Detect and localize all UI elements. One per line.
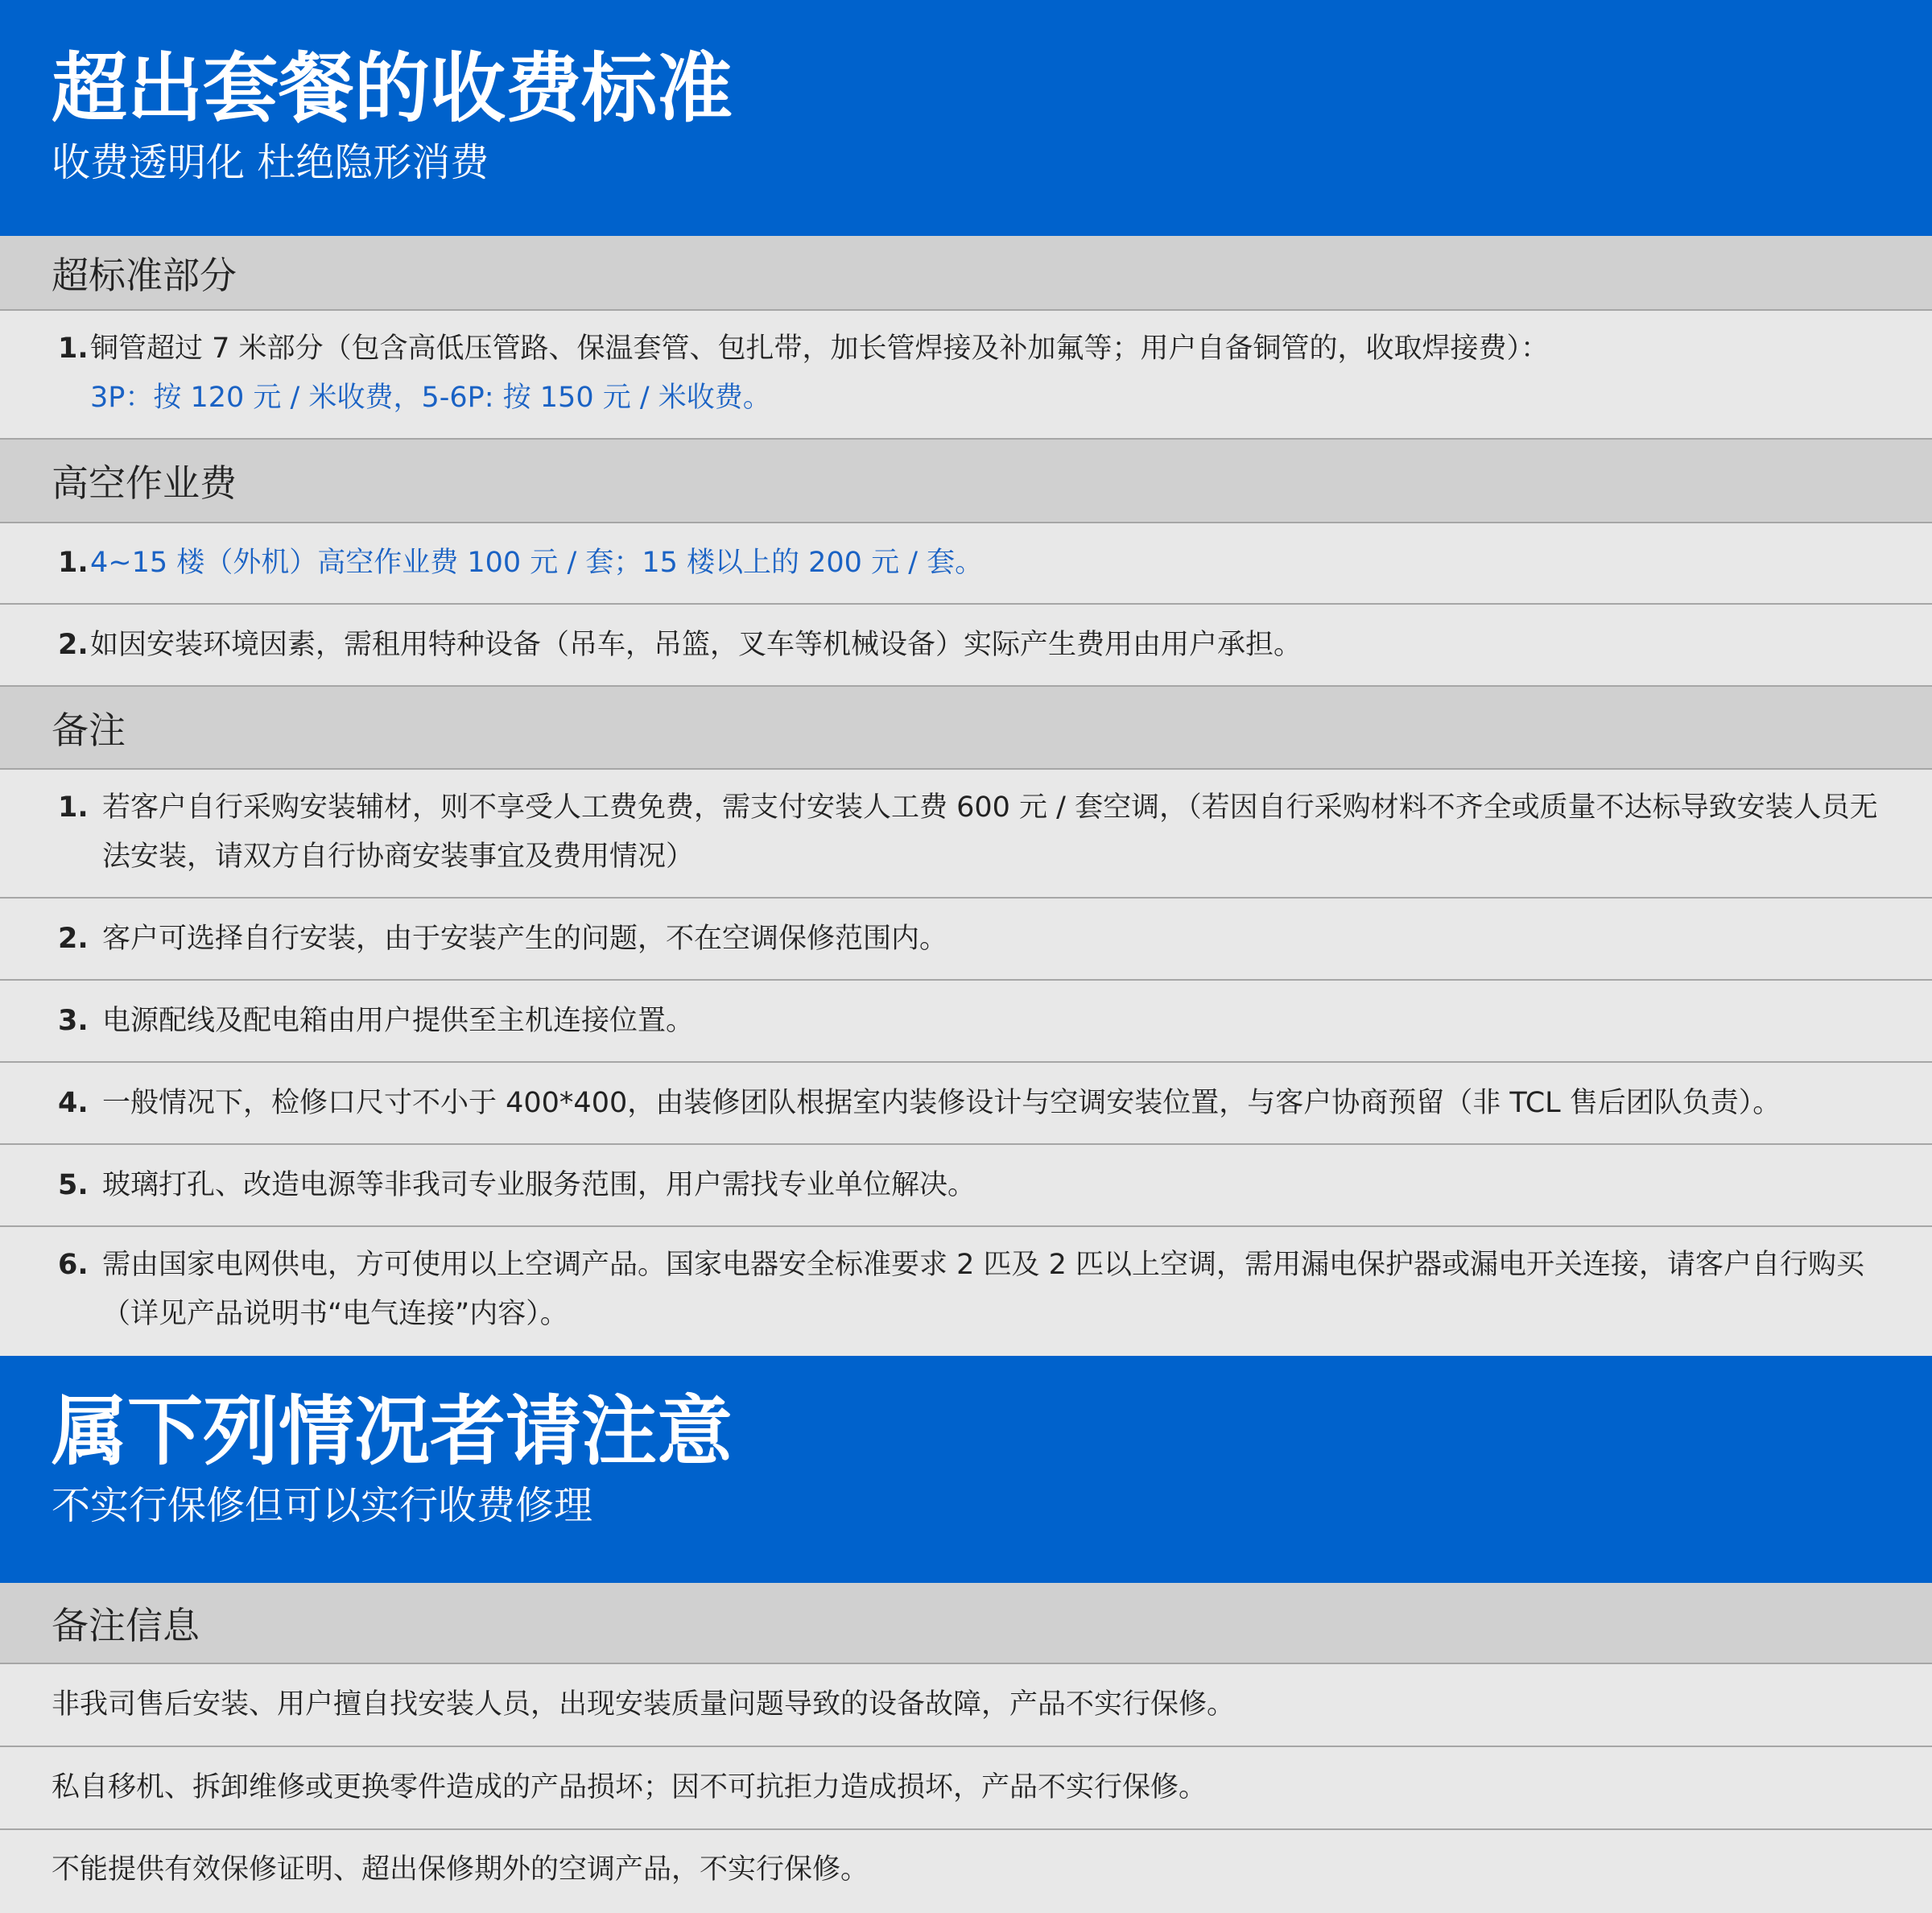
item-number: 1. [58,333,89,365]
section-title: 备注 [52,708,126,752]
item-number: 1. [58,547,89,579]
list-item [0,311,1932,440]
section-title: 超标准部分 [52,253,237,297]
page-subtitle: 收费透明化 杜绝隐形消费 [52,140,489,185]
item-text: 如因安装环境因素，需租用特种设备（吊车，吊篮，叉车等机械设备）实际产生费用由用户承担。 [90,628,1302,661]
warning-banner [0,1356,1932,1583]
item-text: 需由国家电网供电，方可使用以上空调产品。国家电器安全标准要求 2 匹及 2 匹以上空调，需用漏电保护器或漏电开关连接，请客户自行购买（详见产品说明书“电气连接”内容）。 [102,1249,1865,1330]
item-number: 2. [58,628,89,661]
item-text: 不能提供有效保修证明、超出保修期外的空调产品，不实行保修。 [52,1853,869,1886]
item-text [90,324,1932,423]
list-item [0,1227,1932,1356]
list-item [0,770,1932,899]
item-number: 3. [58,1004,89,1037]
item-text: 电源配线及配电箱由用户提供至主机连接位置。 [102,1004,695,1037]
list-item [0,1664,1932,1747]
item-number: 6. [58,1249,89,1281]
item-text: 非我司售后安装、用户擅自找安装人员，出现安装质量问题导致的设备故障，产品不实行保修。 [52,1688,1236,1721]
item-number: 1. [58,791,89,824]
section-title: 高空作业费 [52,461,237,505]
item-text: 一般情况下，检修口尺寸不小于 400*400，由装修团队根据室内装修设计与空调安装位置，与客户协商预留（非 TCL 售后团队负责）。 [102,1086,1781,1119]
list-item [0,1063,1932,1145]
list-item [0,1145,1932,1227]
section-title: 备注信息 [52,1603,200,1647]
section-header-remarks [0,1583,1932,1664]
item-text: 客户可选择自行安装，由于安装产生的问题，不在空调保修范围内。 [102,922,948,955]
section-header-over-standard [0,236,1932,311]
item-text: 若客户自行采购安装辅材，则不享受人工费免费，需支付安装人工费 600 元 / 套空调，（若因自行采购材料不齐全或质量不达标导致安装人员无法安装，请双方自行协商安装事宜及费用情况） [102,791,1878,873]
warning-title: 属下列情况者请注意 [52,1388,733,1476]
section-header-notes [0,687,1932,770]
warning-subtitle: 不实行保修但可以实行收费修理 [52,1483,593,1528]
list-item [0,523,1932,605]
item-text: 私自移机、拆卸维修或更换零件造成的产品损坏；因不可抗拒力造成损坏，产品不实行保修。 [52,1771,1208,1804]
item-text: 4~15 楼（外机）高空作业费 100 元 / 套；15 楼以上的 200 元 / 套。 [90,547,984,579]
item-number: 4. [58,1086,89,1119]
item-text-line1: 铜管超过 7 米部分（包含高低压管路、保温套管、包扎带，加长管焊接及补加氟等；用户自备铜管的，收取焊接费）： [90,333,1550,365]
page-title: 超出套餐的收费标准 [52,45,733,133]
list-item [0,605,1932,687]
section-header-high-altitude [0,440,1932,523]
header-banner [0,0,1932,236]
item-text: 玻璃打孔、改造电源等非我司专业服务范围，用户需找专业单位解决。 [102,1168,976,1201]
list-item [0,981,1932,1063]
list-item [0,899,1932,981]
list-item [0,1830,1932,1909]
item-text-price: 3P：按 120 元 / 米收费，5-6P: 按 150 元 / 米收费。 [90,382,771,414]
list-item [0,1747,1932,1830]
item-number: 5. [58,1168,89,1201]
item-number: 2. [58,922,89,955]
